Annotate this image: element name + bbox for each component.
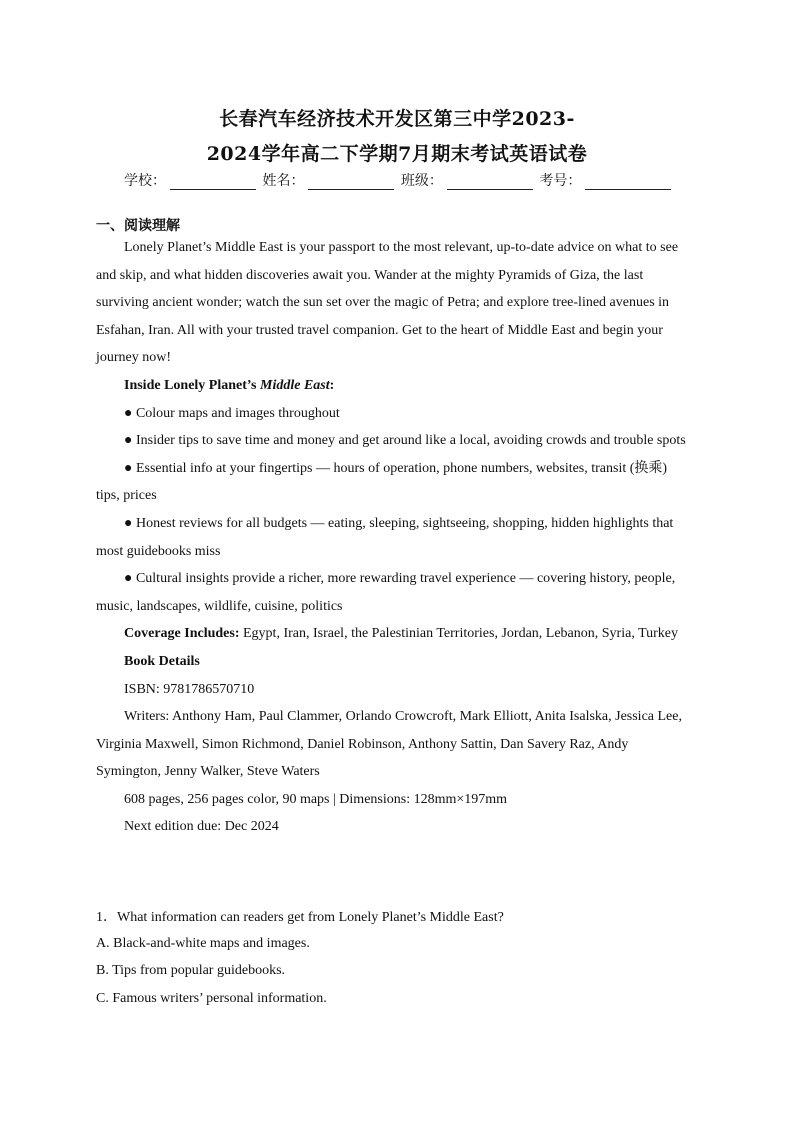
name-blank[interactable] xyxy=(308,175,394,190)
exam-title-line2: 2024学年高二下学期7月期末考试英语试卷 xyxy=(206,143,588,165)
bullet-item: ● Colour maps and images throughout xyxy=(124,405,340,421)
school-blank[interactable] xyxy=(170,175,256,190)
bullet-item: ● Honest reviews for all budgets — eating, sleeping, sightseeing, shopping, hidden highlights that most guidebooks miss xyxy=(96,515,674,559)
exam-number-blank[interactable] xyxy=(585,175,671,190)
inside-heading-italic: Middle East xyxy=(260,377,330,393)
bullet-item: ● Cultural insights provide a richer, more rewarding travel experience — covering history, people, music, landscapes, wildlife, cuisine, politics xyxy=(96,571,676,614)
coverage-label: Coverage Includes: xyxy=(124,626,240,642)
inside-heading-suffix: : xyxy=(329,377,335,393)
bullet-item: ● Insider tips to save time and money and get around like a local, avoiding crowds and trouble spots xyxy=(124,433,686,449)
question-stem: 1．What information can readers get from Lonely Planet’s Middle East? xyxy=(96,910,504,925)
bullet-item: ● Essential info at your fingertips — hours of operation, phone numbers, websites, transit (换乘) tips, prices xyxy=(96,460,668,504)
exam-number-label: 考号： xyxy=(539,173,582,189)
option-b[interactable]: B. Tips from popular guidebooks. xyxy=(96,963,286,978)
coverage-paragraph xyxy=(96,620,692,648)
inside-heading xyxy=(96,372,692,400)
isbn-line: ISBN: 9781786570710 xyxy=(124,681,255,697)
class-label: 班级： xyxy=(400,173,443,189)
writers-line: Writers: Anthony Ham, Paul Clammer, Orlando Crowcroft, Mark Elliott, Anita Isalska, Jessica Lee, Virginia Maxwell, Simon Richmond, Daniel Robinson, Anthony Sattin, Dan Savery Raz, Andy Symington, Jenny Walker, Steve Waters xyxy=(96,709,682,780)
pages-line: 608 pages, 256 pages color, 90 maps | Dimensions: 128mm×197mm xyxy=(124,791,508,807)
reading-passage xyxy=(96,234,692,841)
book-details-heading: Book Details xyxy=(124,653,200,669)
option-c[interactable]: C. Famous writers’ personal information. xyxy=(96,991,327,1006)
school-label: 学校： xyxy=(124,173,166,189)
option-a[interactable]: A. Black-and-white maps and images. xyxy=(96,936,310,951)
exam-title-line1: 长春汽车经济技术开发区第三中学2023- xyxy=(219,108,575,130)
next-edition-line: Next edition due: Dec 2024 xyxy=(124,819,279,835)
name-label: 姓名： xyxy=(262,173,305,189)
student-info-row xyxy=(124,170,673,190)
inside-heading-prefix: Inside Lonely Planet’s xyxy=(124,377,260,393)
coverage-text: Egypt, Iran, Israel, the Palestinian Territories, Jordan, Lebanon, Syria, Turkey xyxy=(239,626,678,642)
section-title: 一、阅读理解 xyxy=(96,218,180,234)
class-blank[interactable] xyxy=(447,175,533,190)
passage-intro: Lonely Planet’s Middle East is your passport to the most relevant, up-to-date advice on what to see and skip, and what hidden discoveries await you. Wander at the mighty Pyramids of Giza, the last surviving ancient wonder; watch the sun set over the magic of Petra; and explore tree-lined avenues in Esfahan, Iran. All with your trusted travel companion. Get to the heart of Middle East and begin your journey now! xyxy=(96,240,679,366)
